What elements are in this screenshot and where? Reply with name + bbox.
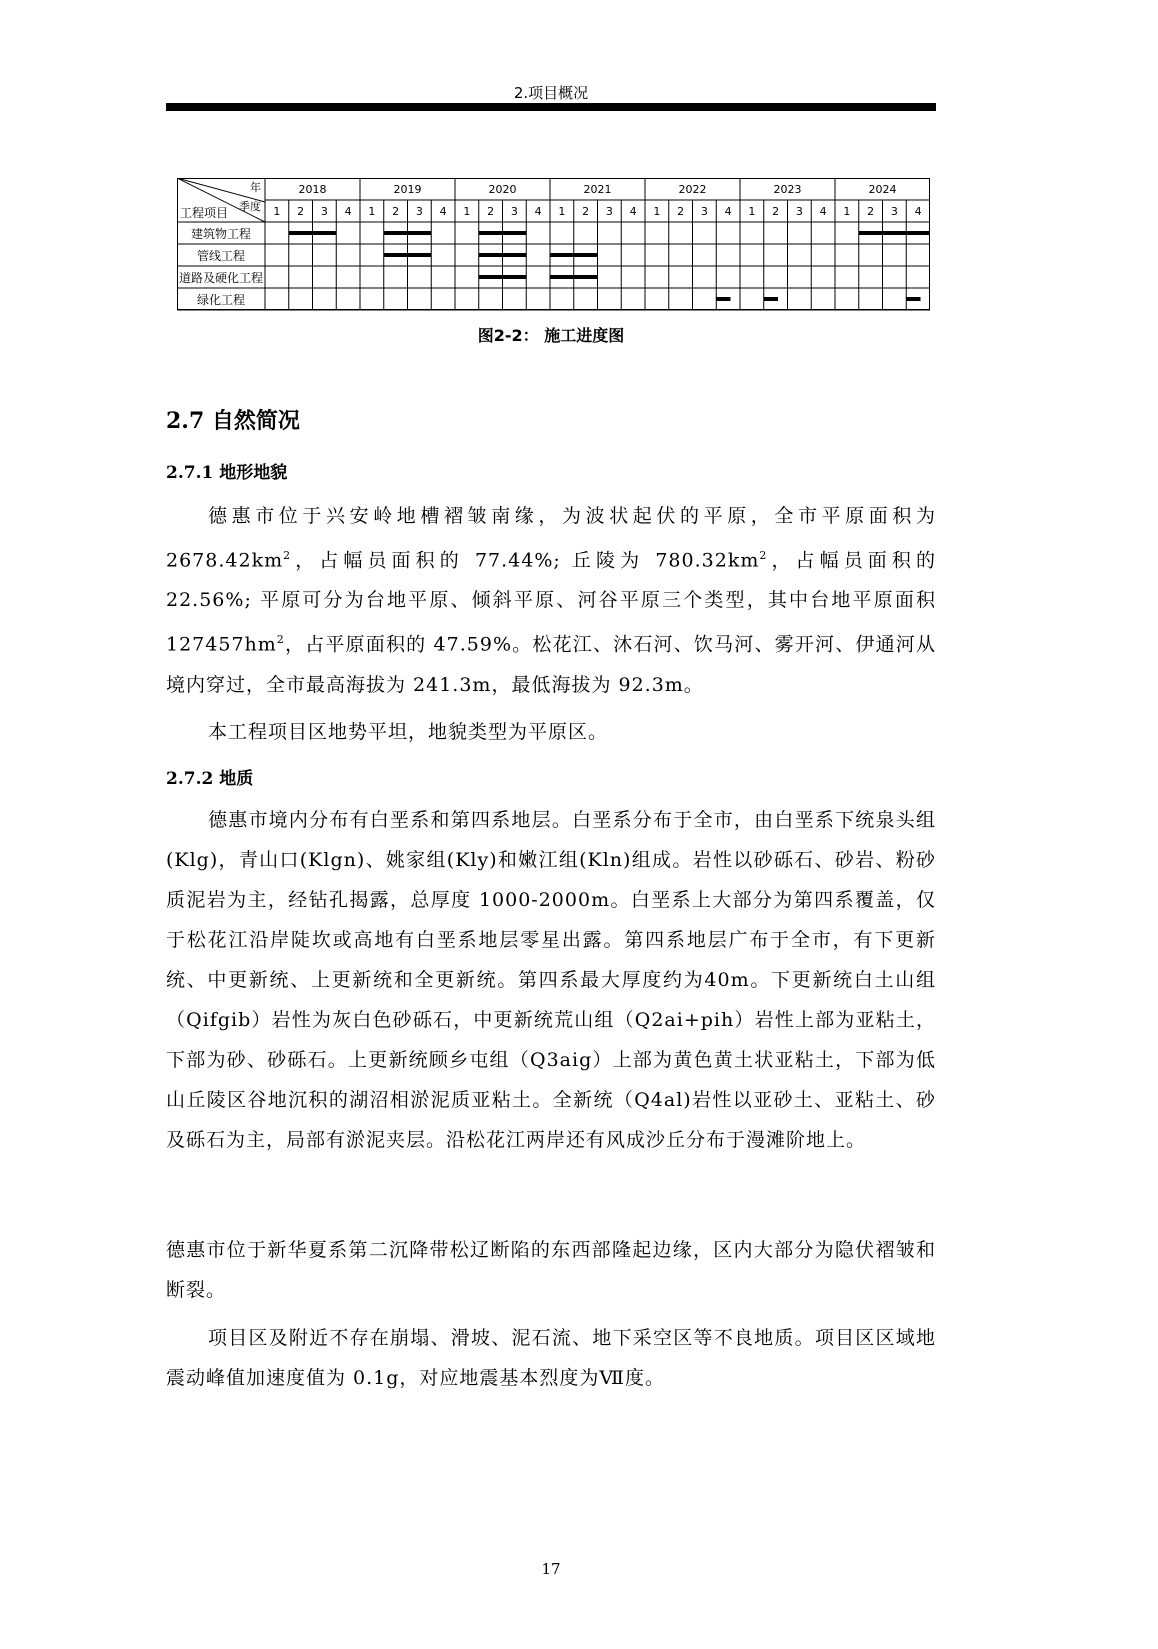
quarter-label: 4 xyxy=(344,205,352,218)
geology-paragraph-2: 德惠市位于新华夏系第二沉降带松辽断陷的东西部隆起边缘，区内大部分为隐伏褶皱和断裂。 xyxy=(166,1239,936,1301)
terrain-paragraph xyxy=(166,496,936,705)
superscript: 2 xyxy=(759,549,768,562)
terrain-paragraph-2: 本工程项目区地势平坦，地貌类型为平原区。 xyxy=(208,721,609,743)
year-label: 2022 xyxy=(678,183,707,196)
geology-paragraph-3: 项目区及附近不存在崩塌、滑坡、泥石流、地下采空区等不良地质。项目区区域地震动峰值加速度值为 0.1g，对应地震基本烈度为Ⅶ度。 xyxy=(166,1327,936,1389)
terrain-text-d: ，占平原面积的 47.59%。松花江、沐石河、饮马河、雾开河、伊通河从境内穿过，全市最高海拔为 241.3m，最低海拔为 92.3m。 xyxy=(166,633,936,696)
figure-caption: 图2-2： 施工进度图 xyxy=(477,326,625,345)
gantt-bar xyxy=(479,275,527,279)
year-label: 2021 xyxy=(583,183,612,196)
quarter-label: 2 xyxy=(582,205,590,218)
quarter-label: 1 xyxy=(558,205,566,218)
year-label: 2020 xyxy=(488,183,517,196)
quarter-label: 1 xyxy=(653,205,661,218)
quarter-label: 1 xyxy=(368,205,376,218)
section-heading: 2.7 自然简况 xyxy=(166,408,300,434)
gantt-bar xyxy=(479,231,527,235)
row-label: 管线工程 xyxy=(196,249,246,263)
gantt-bar xyxy=(859,231,930,235)
quarter-label: 1 xyxy=(748,205,756,218)
quarter-label: 3 xyxy=(795,205,803,218)
page-number: 17 xyxy=(541,1560,561,1578)
quarter-label: 1 xyxy=(843,205,851,218)
quarter-label: 2 xyxy=(297,205,305,218)
quarter-label: 2 xyxy=(677,205,685,218)
year-label: 2023 xyxy=(773,183,802,196)
quarter-label: 1 xyxy=(273,205,281,218)
quarter-label: 4 xyxy=(914,205,922,218)
terrain-text-c: ，占幅员面积的 22.56%; 平原可分为台地平原、倾斜平原、河谷平原三个类型，其中台地平原面积127457hm xyxy=(166,549,936,656)
running-header: 2.项目概况 xyxy=(513,84,589,102)
gantt-svg xyxy=(177,178,930,313)
quarter-label: 3 xyxy=(700,205,708,218)
gantt-bar xyxy=(906,297,920,301)
quarter-label: 3 xyxy=(605,205,613,218)
quarter-label: 4 xyxy=(629,205,637,218)
quarter-label: 4 xyxy=(534,205,542,218)
superscript: 2 xyxy=(276,633,285,647)
gantt-bar xyxy=(384,231,432,235)
quarter-label: 3 xyxy=(415,205,423,218)
gantt-bar xyxy=(764,297,778,301)
quarter-label: 2 xyxy=(392,205,400,218)
subsection-heading-geology: 2.7.2 地质 xyxy=(166,769,254,789)
quarter-label: 4 xyxy=(439,205,447,218)
gantt-bar xyxy=(550,275,598,279)
quarter-label: 3 xyxy=(510,205,518,218)
superscript: 2 xyxy=(283,549,292,562)
year-label: 2018 xyxy=(298,183,327,196)
gantt-chart xyxy=(177,178,930,313)
gantt-bar xyxy=(716,297,730,301)
row-label: 建筑物工程 xyxy=(190,227,252,241)
quarter-label: 2 xyxy=(867,205,875,218)
year-label: 2019 xyxy=(393,183,422,196)
corner-label-quarter: 季度 xyxy=(239,200,261,213)
quarter-label: 4 xyxy=(724,205,732,218)
quarter-label: 3 xyxy=(320,205,328,218)
gantt-bar xyxy=(550,253,598,257)
gantt-bar xyxy=(289,231,337,235)
row-label: 道路及硬化工程 xyxy=(178,271,264,285)
corner-label-item: 工程项目 xyxy=(180,206,229,220)
year-label: 2024 xyxy=(868,183,897,196)
corner-label-year: 年 xyxy=(250,181,261,194)
quarter-label: 2 xyxy=(487,205,495,218)
subsection-heading-terrain: 2.7.1 地形地貌 xyxy=(166,463,288,483)
row-label: 绿化工程 xyxy=(196,293,246,307)
gantt-bar xyxy=(384,253,432,257)
terrain-text-b: ，占幅员面积的 77.44%; 丘陵为 780.32km xyxy=(291,549,760,572)
header-rule xyxy=(166,103,936,111)
quarter-label: 4 xyxy=(819,205,827,218)
quarter-label: 3 xyxy=(890,205,898,218)
terrain-text-a: 德惠市位于兴安岭地槽褶皱南缘，为波状起伏的平原，全市平原面积为2678.42km xyxy=(166,505,936,572)
geology-paragraph-1: 德惠市境内分布有白垩系和第四系地层。白垩系分布于全市，由白垩系下统泉头组(Klg)，青山口(Klgn)、姚家组(Kly)和嫩江组(Kln)组成。岩性以砂砾石、砂岩、粉砂质泥岩为主，经钻孔揭露，总厚度 1000-2000m。白垩系上大部分为第四系覆盖，仅于松花江沿岸陡坎或高地有白垩系地层零星出露。第四系地层广布于全市，有下更新统、中更新统、上更新统和全更新统。第四系最大厚度约为40m。下更新统白土山组（Qifgib）岩性为灰白色砂砾石，中更新统荒山组（Q2ai+pih）岩性上部为亚粘土，下部为砂、砂砾石。上更新统顾乡屯组（Q3aig）上部为黄色黄土状亚粘土，下部为低山丘陵区谷地沉积的湖沼相淤泥质亚粘土。全新统（Q4al)岩性以亚砂土、亚粘土、砂及砾石为主，局部有淤泥夹层。沿松花江两岸还有风成沙丘分布于漫滩阶地上。 xyxy=(166,809,936,1151)
quarter-label: 1 xyxy=(463,205,471,218)
quarter-label: 2 xyxy=(772,205,780,218)
gantt-bar xyxy=(479,253,527,257)
